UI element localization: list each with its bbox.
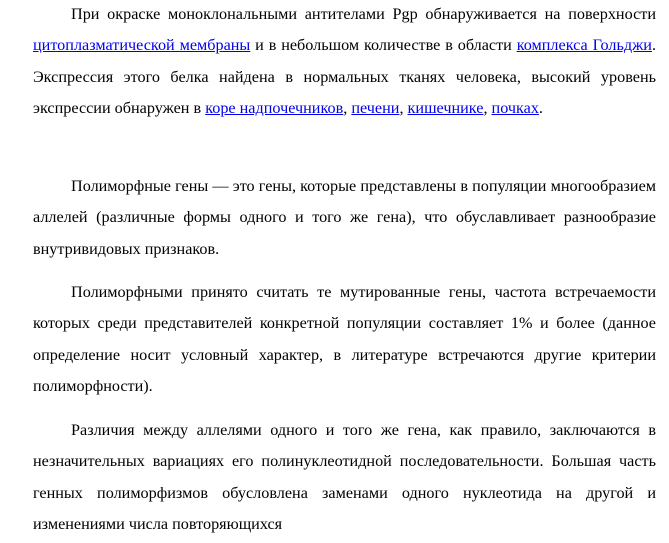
link-adrenal-cortex[interactable]: коре надпочечников [205, 99, 344, 118]
link-intestine[interactable]: кишечнике [407, 99, 484, 118]
link-golgi-complex[interactable]: комплекса Гольджи [516, 36, 652, 55]
paragraph-polymorphic-genes: Полиморфные гены — это гены, которые представлены в популяции многообразием аллелей (различные формы одного и того же гена), что обуславливает разнообразие внутривидовых признаков. [33, 177, 656, 258]
link-cytoplasmic-membrane[interactable]: цитоплазматической мембраны [33, 36, 251, 55]
paragraph-pgp-expression [33, 0, 656, 125]
paragraph-text: и в небольшом количестве в области [250, 36, 517, 55]
link-liver[interactable]: печени [351, 99, 400, 118]
link-kidneys[interactable]: почках [491, 99, 539, 118]
separator: , [343, 99, 352, 118]
separator: , [399, 99, 408, 118]
paragraph-text: При окраске моноклональными антителами Pgp обнаруживается на поверхности [71, 5, 656, 23]
separator: , [483, 99, 492, 118]
paragraph-allele-differences: Различия между аллелями одного и того же гена, как правило, заключаются в незначительных вариациях его полинуклеотидной последовательности. Большая часть генных полиморфизмов обусловлена заменами одного нуклеотида на другой и изменениями числа повторяющихся [33, 421, 656, 534]
paragraph-polymorphism-definition: Полиморфными принято считать те мутированные гены, частота встречаемости которых среди представителей конкретной популяции составляет 1% и более (данное определение носит условный характер, в литературе встречаются другие критерии полиморфности). [33, 283, 656, 396]
paragraph-end: . [538, 99, 543, 118]
paragraph-text: . Экспрессия этого белка найдена в нормальных тканях человека, высокий уровень экспрессии обнаружен в [33, 36, 656, 118]
